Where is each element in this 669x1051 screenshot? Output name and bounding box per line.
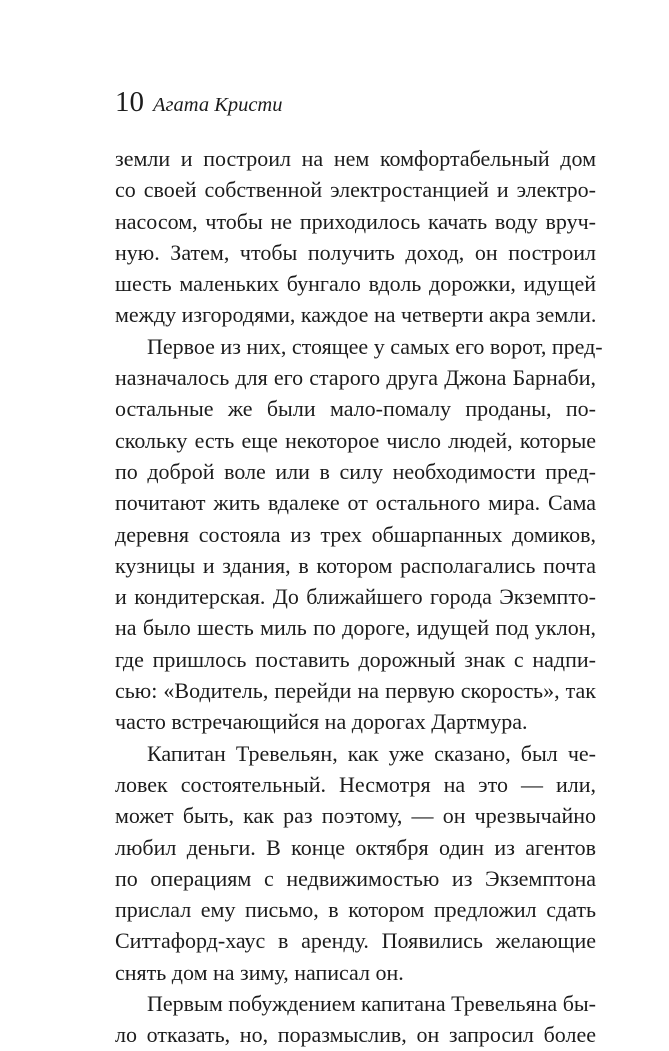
text-line: Капитан Тревельян, как уже сказано, был че-	[147, 740, 596, 766]
text-line: насосом, чтобы не приходилось качать воду вруч-	[115, 208, 596, 234]
text-line: по доброй воле или в силу необходимости пред-	[115, 458, 596, 484]
text-line: между изгородями, каждое на четверти акра земли.	[115, 302, 597, 328]
text-line: по операциям с недвижимостью из Экземптона	[115, 865, 596, 891]
text-line: скольку есть еще некоторое число людей, которые	[115, 427, 596, 453]
text-line: любил деньги. В конце октября один из агентов	[115, 834, 596, 860]
text-line: часто встречающийся на дорогах Дартмура.	[115, 709, 528, 735]
text-line: Первым побуждением капитана Тревельяна бы-	[147, 991, 596, 1017]
running-header	[115, 82, 282, 122]
text-line: Ситтафорд-хаус в аренду. Появились желающие	[115, 928, 596, 954]
text-line: кузницы и здания, в котором располагались почта	[115, 552, 596, 578]
text-line: Первое из них, стоящее у самых его ворот, пред-	[147, 333, 603, 359]
text-line: прислал ему письмо, в котором предложил сдать	[115, 897, 596, 923]
text-line: и кондитерская. До ближайшего города Экземпто-	[115, 584, 596, 610]
text-line: снять дом на зиму, написал он.	[115, 959, 404, 985]
text-line: деревня состояла из трех обшарпанных домиков,	[115, 521, 596, 547]
text-line: на было шесть миль по дороге, идущей под уклон,	[115, 615, 596, 641]
text-line: со своей собственной электростанцией и электро-	[115, 177, 596, 203]
text-line: может быть, как раз поэтому, — он чрезвычайно	[115, 803, 596, 829]
running-title: Агата Кристи	[153, 94, 283, 116]
text-line: остальные же были мало-помалу проданы, по-	[115, 396, 596, 422]
text-line: шесть маленьких бунгало вдоль дорожки, идущей	[115, 271, 596, 297]
body-text	[115, 143, 603, 1051]
text-line: ло отказать, но, поразмыслив, он запросил более	[115, 1022, 596, 1048]
text-line: земли и построил на нем комфортабельный дом	[115, 146, 596, 171]
page-number: 10	[115, 86, 144, 118]
text-line: назначалось для его старого друга Джона Барнаби,	[115, 365, 596, 391]
text-line: ную. Затем, чтобы получить доход, он построил	[115, 239, 596, 265]
text-line: сью: «Водитель, перейди на первую скорость», так	[115, 678, 596, 704]
text-line: почитают жить вдалеке от остального мира. Сама	[115, 490, 596, 516]
text-line: ловек состоятельный. Несмотря на это — или,	[115, 771, 596, 797]
text-line: где пришлось поставить дорожный знак с надпи-	[115, 646, 596, 672]
